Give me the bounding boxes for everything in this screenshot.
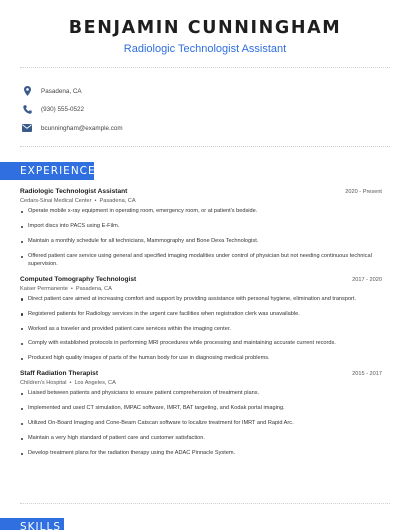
- job-bullets: [20, 390, 382, 458]
- job-bullets: [20, 208, 382, 268]
- job-bullet: Registered patients for Radiology services in the urgent care facilities when registration clerk was unavailable.: [20, 311, 382, 319]
- envelope-icon: [22, 123, 32, 133]
- job-company: Kaiser Permanente: [20, 285, 68, 292]
- job-employer: Children's Hospital • Los Angeles, CA: [20, 380, 116, 387]
- experience-divider: [20, 503, 390, 504]
- job-title: Radiologic Technologist Assistant: [20, 188, 128, 195]
- job-bullet: Comply with established protocols in performing MRI procedures while processing and maintaining accurate current records.: [20, 340, 382, 348]
- job-bullet: Implemented and used CT simulation, IMPAC software, IMRT, BAT targeting, and Kodak portal imaging.: [20, 405, 382, 413]
- job-bullet: Operate mobile x-ray equipment in operating room, emergency room, or at patient's bedside.: [20, 208, 382, 216]
- job-location: Los Angeles, CA: [74, 380, 116, 387]
- job-dates: 2017 - 2020: [352, 276, 382, 283]
- job-dates: 2020 - Present: [345, 189, 382, 195]
- header-divider: [20, 67, 390, 68]
- job-dates: 2015 - 2017: [352, 371, 382, 378]
- contact-divider: [20, 146, 390, 147]
- job-bullet: Utilized On-Board Imaging and Cone-Beam Catscan software to localize treatment for IMRT and Rapid Arc.: [20, 420, 382, 428]
- job-entry: [20, 276, 382, 364]
- candidate-name: BENJAMIN CUNNINGHAM: [68, 18, 342, 38]
- job-bullet: Direct patient care aimed at increasing comfort and support by providing assistance with personal hygiene, elimination and transport.: [20, 296, 382, 304]
- contact-email: [22, 119, 123, 138]
- job-employer: Cedars-Sinai Medical Center • Pasadena, CA: [20, 198, 136, 204]
- experience-heading: EXPERIENCE: [0, 162, 94, 180]
- job-bullet: Import discs into PACS using E-Film.: [20, 223, 382, 231]
- phone-text[interactable]: (930) 555-0522: [41, 106, 85, 114]
- job-bullet: Liaised between patients and physicians to ensure patient comprehension of treatment plans.: [20, 390, 382, 398]
- phone-icon: [22, 105, 32, 115]
- email-text[interactable]: bcunningham@example.com: [41, 124, 123, 132]
- job-bullet: Worked as a traveler and provided patient care services within the imaging center.: [20, 326, 382, 334]
- location-text: Pasadena, CA: [41, 87, 82, 95]
- job-company: Children's Hospital: [20, 380, 67, 387]
- resume-header: [0, 0, 410, 55]
- contact-list: [22, 82, 123, 138]
- job-bullets: [20, 296, 382, 364]
- contact-location: [22, 82, 123, 101]
- job-employer: Kaiser Permanente • Pasadena, CA: [20, 285, 112, 292]
- job-bullet: Maintain a very high standard of patient care and customer satisfaction.: [20, 435, 382, 443]
- job-location: Pasadena, CA: [99, 198, 136, 204]
- skills-heading: SKILLS: [0, 518, 64, 530]
- job-bullet: Offered patient care service using general and specified imaging modalities under control of physician but not needing continuous technical supervision.: [20, 253, 382, 268]
- job-bullet: Produced high quality images of parts of the human body for use in diagnosing medical problems.: [20, 355, 382, 363]
- job-location: Pasadena, CA: [75, 285, 112, 292]
- job-company: Cedars-Sinai Medical Center: [20, 198, 92, 204]
- job-entry: [20, 188, 382, 268]
- contact-phone: [22, 101, 123, 120]
- job-entry: [20, 370, 382, 458]
- map-pin-icon: [22, 86, 32, 96]
- job-title: Staff Radiation Therapist: [20, 370, 99, 378]
- experience-section: [20, 188, 382, 465]
- job-bullet: Maintain a monthly schedule for all technicians, Mammography and Bone Dexa Technologist.: [20, 238, 382, 246]
- candidate-title: Radiologic Technologist Assistant: [123, 43, 287, 55]
- job-bullet: Develop treatment plans for the radiation therapy using the ADAC Pinnacle System.: [20, 450, 382, 458]
- job-title: Computed Tomography Technologist: [20, 275, 137, 283]
